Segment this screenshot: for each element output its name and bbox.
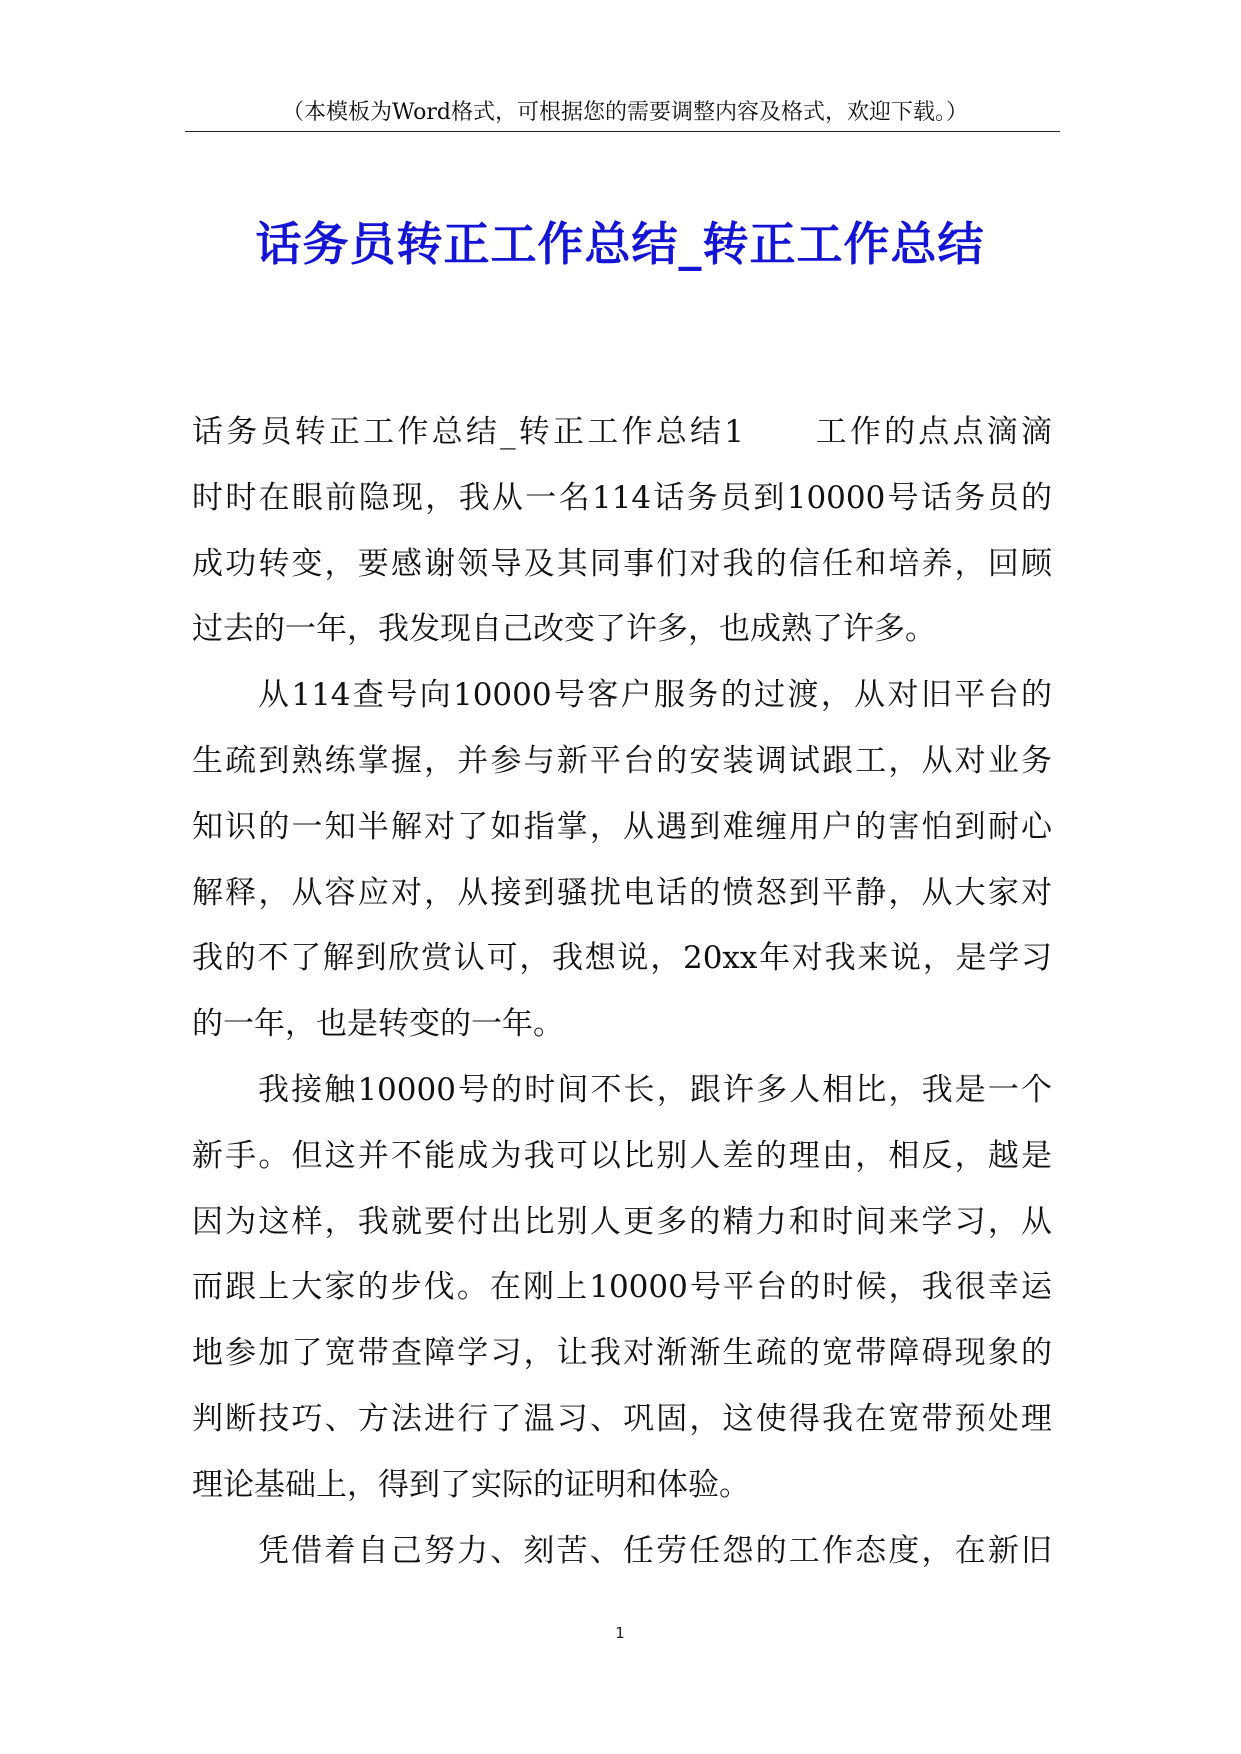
paragraph-3-line-3: 因为这样，我就要付出比别人更多的精力和时间来学习，从 (192, 1203, 1052, 1240)
page-number: 1 (615, 1624, 625, 1642)
paragraph-4-line-1: 凭借着自己努力、刻苦、任劳任怨的工作态度，在新旧 (258, 1532, 1052, 1569)
paragraph-3-line-7: 理论基础上，得到了实际的证明和体验。 (192, 1466, 750, 1503)
paragraph-3-line-2: 新手。但这并不能成为我可以比别人差的理由，相反，越是 (192, 1137, 1052, 1174)
paragraph-3-line-6: 判断技巧、方法进行了温习、巩固，这使得我在宽带预处理 (192, 1400, 1052, 1437)
paragraph-1-line-1: 话务员转正工作总结_转正工作总结1 工作的点点滴滴 (192, 414, 1052, 450)
paragraph-1-line-4: 过去的一年，我发现自己改变了许多，也成熟了许多。 (192, 611, 936, 648)
paragraph-3-line-5: 地参加了宽带查障学习，让我对渐渐生疏的宽带障碍现象的 (192, 1335, 1052, 1372)
paragraph-2-line-4: 解释，从容应对，从接到骚扰电话的愤怒到平静，从大家对 (192, 874, 1052, 911)
paragraph-1-line-3: 成功转变，要感谢领导及其同事们对我的信任和培养，回顾 (192, 545, 1052, 582)
paragraph-2-line-2: 生疏到熟练掌握，并参与新平台的安装调试跟工，从对业务 (192, 742, 1052, 779)
template-header-note: （本模板为Word格式，可根据您的需要调整内容及格式，欢迎下载。） (282, 100, 968, 125)
document-title: 话务员转正工作总结_转正工作总结 (255, 217, 985, 271)
paragraph-3-line-1: 我接触10000号的时间不长，跟许多人相比，我是一个 (258, 1071, 1052, 1108)
paragraph-2-line-3: 知识的一知半解对了如指掌，从遇到难缠用户的害怕到耐心 (192, 808, 1052, 845)
header-divider (185, 131, 1060, 132)
paragraph-2-line-6: 的一年，也是转变的一年。 (192, 1006, 564, 1043)
paragraph-3-line-4: 而跟上大家的步伐。在刚上10000号平台的时候，我很幸运 (192, 1269, 1052, 1306)
document-body (192, 400, 1052, 1584)
paragraph-1-line-2: 时时在眼前隐现，我从一名114话务员到10000号话务员的 (192, 479, 1052, 516)
paragraph-2-line-5: 我的不了解到欣赏认可，我想说，20xx年对我来说，是学习 (192, 940, 1052, 977)
paragraph-2-line-1: 从114查号向10000号客户服务的过渡，从对旧平台的 (258, 677, 1052, 714)
